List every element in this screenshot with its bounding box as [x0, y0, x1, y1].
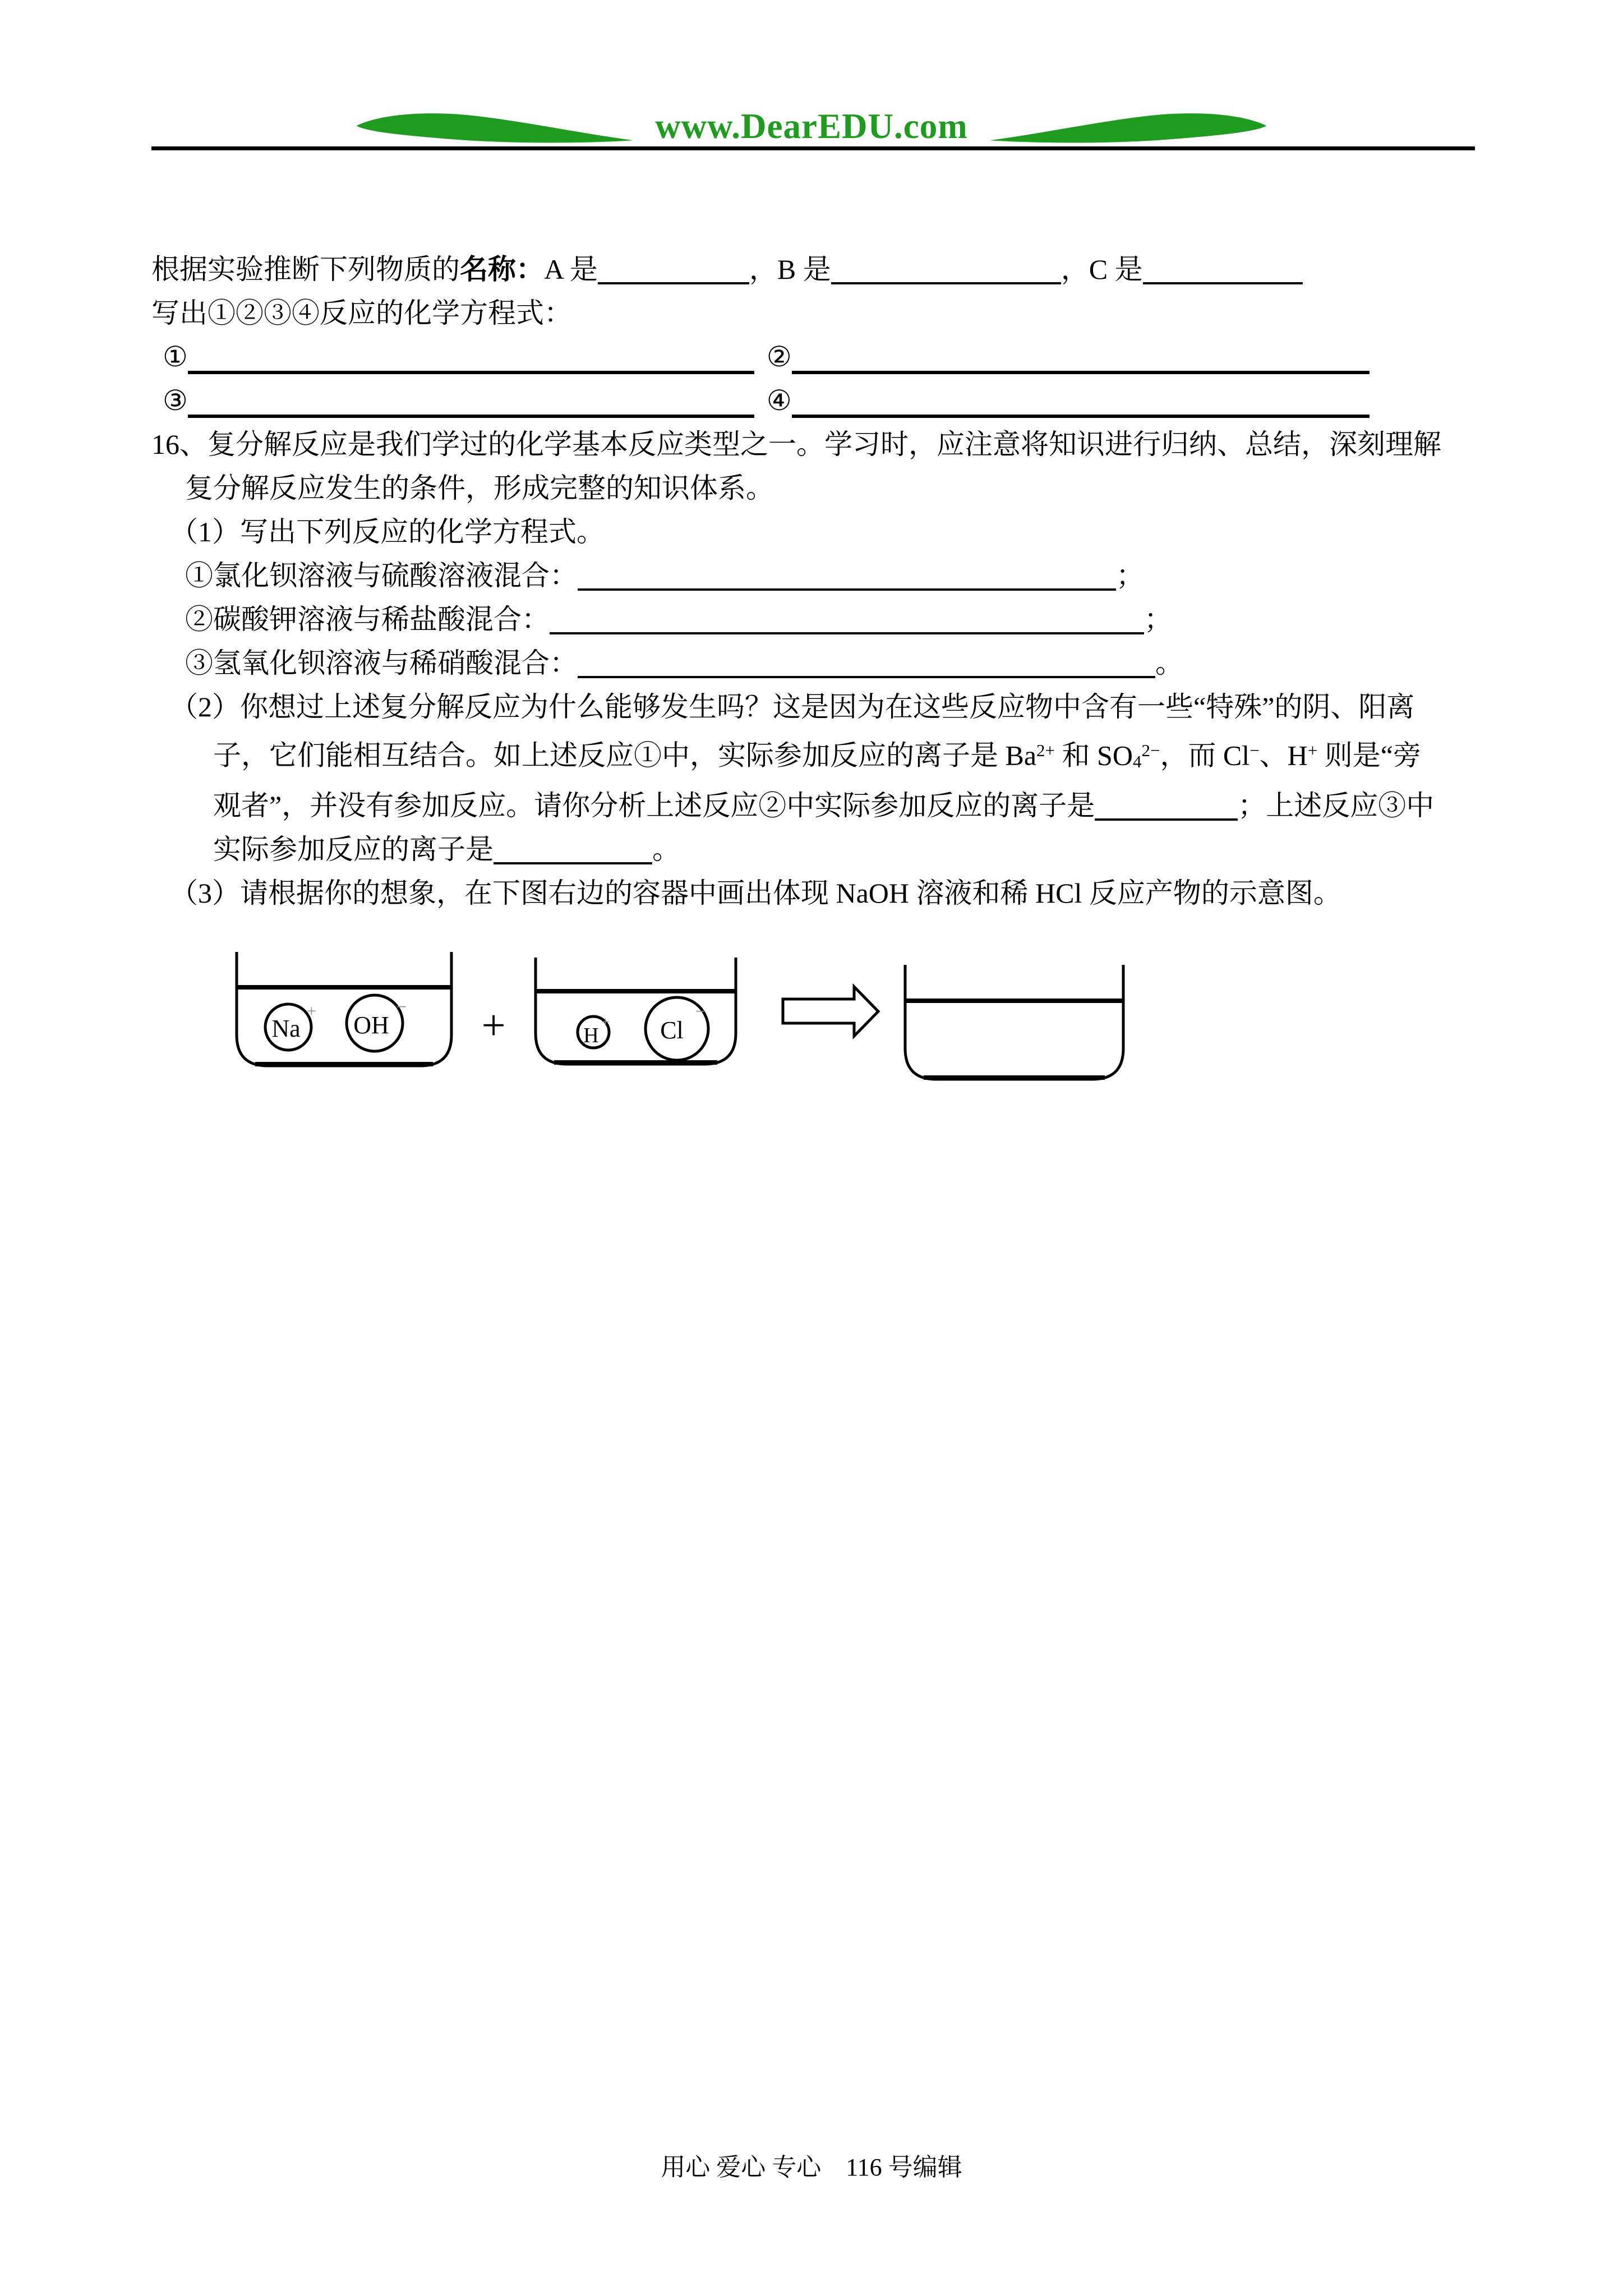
na-ion-label: Na: [271, 1015, 301, 1042]
blank-rx3: [578, 645, 1155, 678]
part2-line2: [151, 729, 1497, 784]
blank-rx1: [578, 557, 1116, 591]
part1-head: （1）写出下列反应的化学方程式。: [170, 516, 605, 547]
beaker-result: [905, 965, 1123, 1079]
equation-row-2: [151, 379, 1497, 422]
part2-line4: [151, 827, 1497, 871]
part1-item-1-label: ①氯化钡溶液与硫酸溶液混合：: [185, 560, 578, 591]
part1-item-2-tail: ；: [1144, 604, 1172, 635]
logo-url-text[interactable]: www.DearEDU.com: [655, 107, 968, 146]
part1-item-1: [151, 554, 1497, 597]
swoosh-right-icon: [983, 112, 1274, 144]
circle-3-label: ③: [163, 385, 188, 416]
site-logo: [0, 109, 1623, 144]
h-ion-charge: +: [601, 1014, 610, 1030]
arrow-right-icon: [783, 987, 878, 1036]
swoosh-left-icon: [349, 112, 640, 144]
part1-item-2-label: ②碳酸钾溶液与稀盐酸混合：: [185, 604, 550, 635]
intro-line: [151, 247, 1497, 291]
na-ion-charge: +: [307, 1002, 316, 1020]
part2-line3-b: ；上述反应③中: [1238, 790, 1435, 822]
part1-item-2: [151, 597, 1497, 641]
label-b: ，B 是: [749, 254, 831, 285]
part2-line2-a: 子，它们能相互结合。如上述反应①中，实际参加反应的离子是 Ba: [213, 739, 1037, 771]
plus-sign: +: [481, 1002, 506, 1049]
page-footer: 用心 爱心 专心 116 号编辑: [661, 2154, 962, 2181]
h-superscript: +: [1307, 740, 1318, 760]
circle-2-label: ②: [766, 341, 792, 372]
label-c: ，C 是: [1061, 254, 1143, 285]
q16-line1: 16、复分解反应是我们学过的化学基本反应类型之一。学习时，应注意将知识进行归纳、总结，深刻理解: [151, 429, 1441, 460]
write-equations-line: 写出①②③④反应的化学方程式：: [151, 297, 572, 329]
blank-c: [1143, 251, 1303, 284]
blank-eq-3: [188, 383, 754, 418]
part2-line3: [151, 784, 1497, 827]
part1-item-3: [151, 641, 1497, 685]
part2-line2-c: ，而 Cl: [1160, 739, 1250, 771]
blank-rx2: [550, 601, 1144, 634]
part2-line2-d: 、H: [1259, 739, 1308, 771]
ba-superscript: 2+: [1036, 740, 1055, 760]
part2-line3-a: 观者”，并没有参加反应。请你分析上述反应②中实际参加反应的离子是: [213, 790, 1095, 822]
cl-ion-label: Cl: [660, 1016, 684, 1044]
cl-ion-charge: −: [695, 1001, 707, 1022]
part1-item-1-tail: ；: [1116, 560, 1144, 591]
beaker-hcl: [536, 958, 736, 1064]
circle-1-label: ①: [163, 341, 188, 372]
intro-bold-term: 名称：: [460, 254, 544, 285]
part2-line4-b: 。: [652, 834, 680, 866]
blank-eq-1: [188, 339, 754, 374]
part2-line2-e: 则是“旁: [1317, 739, 1421, 771]
part2-line1: （2）你想过上述复分解反应为什么能够发生吗？这是因为在这些反应物中含有一些“特殊”的阴、阳离: [170, 691, 1415, 723]
part3-line: （3）请根据你的想象，在下图右边的容器中画出体现 NaOH 溶液和稀 HCl 反应产物的示意图。: [170, 877, 1341, 909]
intro-prefix: 根据实验推断下列物质的: [151, 254, 460, 285]
oh-ion-label: OH: [353, 1011, 389, 1039]
oh-ion-charge: −: [396, 997, 407, 1018]
blank-eq-2: [792, 339, 1370, 374]
label-a: A 是: [544, 254, 598, 285]
part1-item-3-label: ③氢氧化钡溶液与稀硝酸混合：: [185, 647, 578, 679]
circle-4-label: ④: [766, 385, 792, 416]
blank-ions-2: [1095, 787, 1238, 821]
so4-superscript: 2−: [1141, 740, 1160, 760]
h-ion-label: H: [583, 1024, 599, 1047]
equation-row-1: [151, 335, 1497, 379]
document-body: [151, 247, 1497, 915]
q16-line2: 复分解反应发生的条件，形成完整的知识体系。: [185, 472, 774, 504]
reaction-diagram: [230, 948, 1138, 1088]
part2-line4-a: 实际参加反应的离子是: [213, 834, 494, 866]
part2-line2-b: 和 SO: [1055, 739, 1133, 771]
blank-eq-4: [792, 383, 1370, 418]
header-divider: [151, 146, 1475, 150]
cl-superscript: −: [1249, 740, 1260, 760]
so4-subscript: 4: [1132, 752, 1142, 772]
beaker-naoh: [237, 952, 451, 1066]
blank-b: [831, 251, 1061, 284]
blank-a: [598, 251, 749, 284]
blank-ions-3: [494, 831, 652, 864]
part1-item-3-tail: 。: [1155, 647, 1183, 679]
